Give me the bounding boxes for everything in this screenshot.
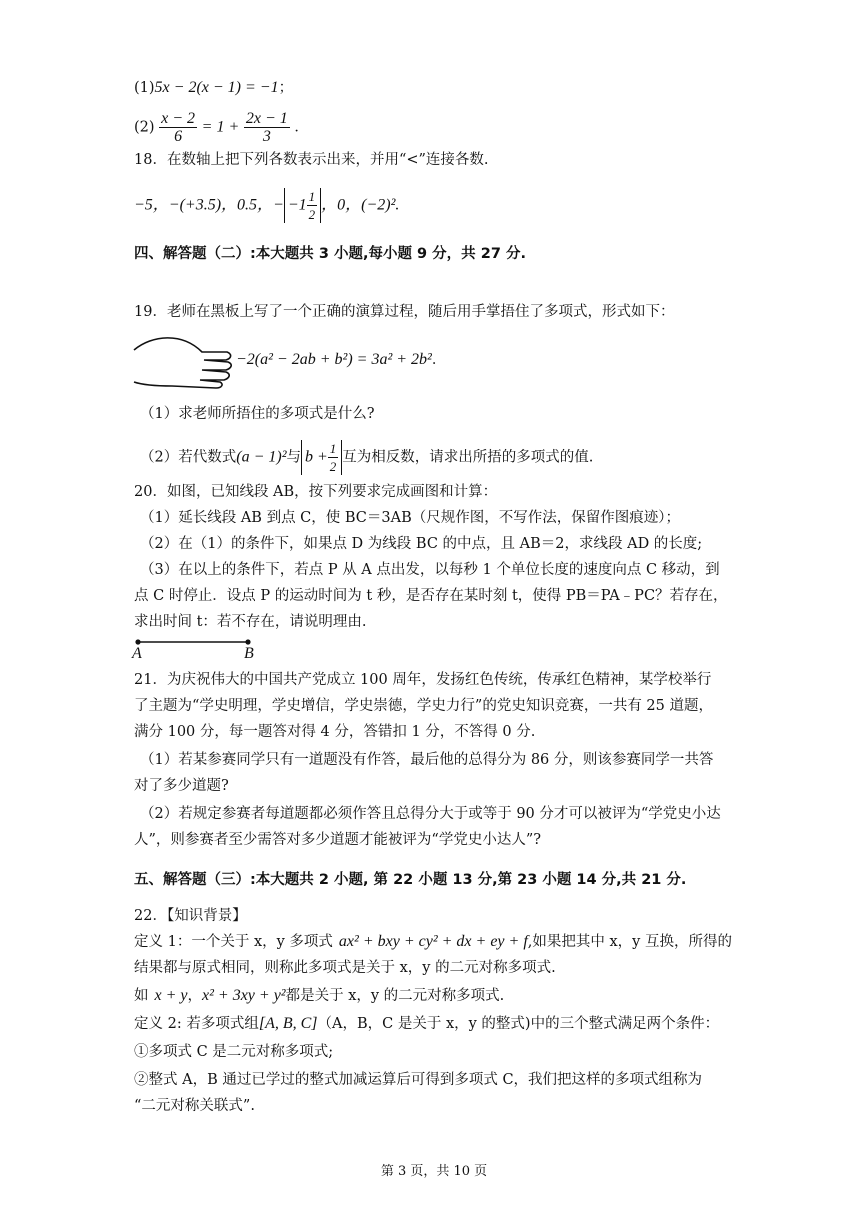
q22-d1-b: ,如果把其中 x，y 互换，所得的 [527, 934, 732, 950]
q17-p1-expr: 5x − 2(x − 1) = −1 [154, 79, 279, 96]
q22-example [134, 986, 504, 1006]
q21-line1: 21．为庆祝伟大的中国共产党成立 100 周年，发扬红色传统，传承红色精神，某学校举行 [134, 672, 712, 688]
q18-text: 18．在数轴上把下列各数表示出来，并用“<”连接各数. [134, 152, 489, 168]
point-b-label: B [244, 645, 254, 662]
q22-cond2: ②整式 A，B 通过已学过的整式加减运算后可得到多项式 C，我们把这样的多项式组称为 [134, 1072, 703, 1088]
q19-abs [301, 440, 342, 475]
q17-part1 [134, 78, 293, 98]
q17-p1-end: ； [278, 80, 294, 96]
q22-def2 [134, 1014, 719, 1034]
q21-part2-line2: 人”，则参赛者至少需答对多少道题才能被评为“学党史小达人”? [134, 832, 542, 848]
q18-nums-a: −5，−(+3.5)，0.5，− [134, 196, 284, 214]
q19-p2-a: （2）若代数式 [140, 449, 237, 466]
q22-ex-a: 如 [134, 988, 149, 1004]
q22-d1-a: 定义 1：一个关于 x，y 多项式 [134, 934, 333, 950]
q21-line3: 满分 100 分，每一题答对得 4 分，答错扣 1 分，不答得 0 分. [134, 724, 536, 740]
q19-abs-text: b + [304, 448, 328, 466]
q17-p2-den2: 3 [262, 128, 271, 145]
point-a-label: A [132, 645, 142, 662]
q19-p2-c: 互为相反数，请求出所捂的多项式的值. [342, 449, 594, 466]
q20-text: 20．如图，已知线段 AB，按下列要求完成画图和计算： [134, 484, 498, 500]
q22-d2-set: [A, B, C] [258, 1015, 318, 1032]
q17-p2-den1: 6 [174, 128, 183, 145]
q21-part1-line1: （1）若某参赛同学只有一道题没有作答，最后他的总得分为 86 分，则该参赛同学一共答 [140, 752, 714, 768]
q22-ex-e2: x² + 3xy + y² [202, 987, 286, 1004]
q22-def1-line1 [134, 932, 732, 952]
q19-part1: （1）求老师所捂住的多项式是什么? [140, 406, 375, 422]
q22-ex-b: 都是关于 x，y 的二元对称多项式. [285, 988, 505, 1004]
q22-def1-line2: 结果都与原式相同，则称此多项式是关于 x，y 的二元对称多项式. [134, 960, 556, 976]
q17-p1-label: (1) [134, 80, 155, 96]
q20-part3-line1: （3）在以上的条件下，若点 P 从 A 点出发，以每秒 1 个单位长度的速度向点 C 移动，到 [140, 562, 720, 578]
q18-nums-b: ，0，(−2)². [321, 196, 400, 214]
q17-p2-label: (2) [134, 119, 155, 136]
q17-p2-num1: x − 2 [161, 110, 196, 127]
q19-expr-end: ． [431, 352, 447, 368]
section4-title: 四、解答题（二）:本大题共 3 小题,每小题 9 分，共 27 分. [134, 246, 526, 262]
q18-abs-frac [307, 188, 318, 223]
q21-part1-line2: 对了多少道题? [134, 778, 229, 794]
q19-p2-expr: (a − 1)² [236, 448, 287, 466]
q22-d1-expr: ax² + bxy + cy² + dx + ey + f [338, 933, 528, 950]
q22-ex-e1: x + y [154, 987, 188, 1004]
q18-abs-num: 1 [308, 189, 316, 204]
q19-p2-b: 与 [286, 449, 301, 466]
q20-part2: （2）在（1）的条件下，如果点 D 为线段 BC 的中点，且 AB＝2，求线段 AD 的长度; [140, 536, 703, 552]
q21-part2-line1: （2）若规定参赛者每道题都必须作答且总得分大于或等于 90 分才可以被评为“学党史小达 [140, 806, 721, 822]
section5-title: 五、解答题（三）:本大题共 2 小题, 第 22 小题 13 分,第 23 小题 14 分,共 21 分. [134, 872, 687, 888]
q17-part2 [134, 110, 309, 145]
q18-abs-pre: −1 [287, 196, 307, 214]
q22-ex-sep: ， [187, 988, 202, 1004]
q18-abs-den: 2 [308, 207, 316, 222]
q18-abs [284, 188, 321, 223]
hand-drawing [132, 330, 232, 390]
q22-d2-b: （A，B，C 是关于 x，y 的整式)中的三个整式满足两个条件： [317, 1016, 720, 1032]
q19-abs-den: 2 [329, 459, 337, 474]
q19-expr [236, 350, 446, 370]
q22-d2-a: 定义 2: 若多项式组 [134, 1016, 259, 1032]
q22-cond1: ①多项式 C 是二元对称多项式; [134, 1044, 334, 1060]
q22-cond3: “二元对称关联式”. [134, 1098, 255, 1114]
q20-part3-line2: 点 C 时停止．设点 P 的运动时间为 t 秒，是否存在某时刻 t，使得 PB＝PA﹣PC？若存在， [134, 588, 728, 604]
q17-p2-frac2 [244, 110, 290, 145]
q17-p2-num2: 2x − 1 [245, 110, 288, 127]
q20-part1: （1）延长线段 AB 到点 C，使 BC＝3AB（尺规作图，不写作法，保留作图痕迹）； [140, 510, 681, 526]
q18-numbers [134, 188, 399, 223]
q19-part2 [140, 440, 593, 475]
q17-p2-end: ． [294, 119, 309, 136]
page-footer: 第 3 页，共 10 页 [380, 1164, 488, 1179]
q19-abs-frac [328, 440, 339, 475]
q19-text: 19．老师在黑板上写了一个正确的演算过程，随后用手掌捂住了多项式，形式如下： [134, 304, 675, 320]
q22-head: 22．【知识背景】 [134, 908, 247, 924]
q19-abs-num: 1 [329, 441, 337, 456]
q17-p2-mid: = 1 + [201, 118, 240, 136]
q20-part3-line3: 求出时间 t：若不存在，请说明理由. [134, 614, 367, 630]
q17-p2-frac1 [159, 110, 197, 145]
q21-line2: 了主题为“学史明理，学史增信，学史崇德，学史力行”的党史知识竞赛，一共有 25 道题， [134, 698, 713, 714]
q19-expr-text: −2(a² − 2ab + b²) = 3a² + 2b² [236, 351, 432, 368]
